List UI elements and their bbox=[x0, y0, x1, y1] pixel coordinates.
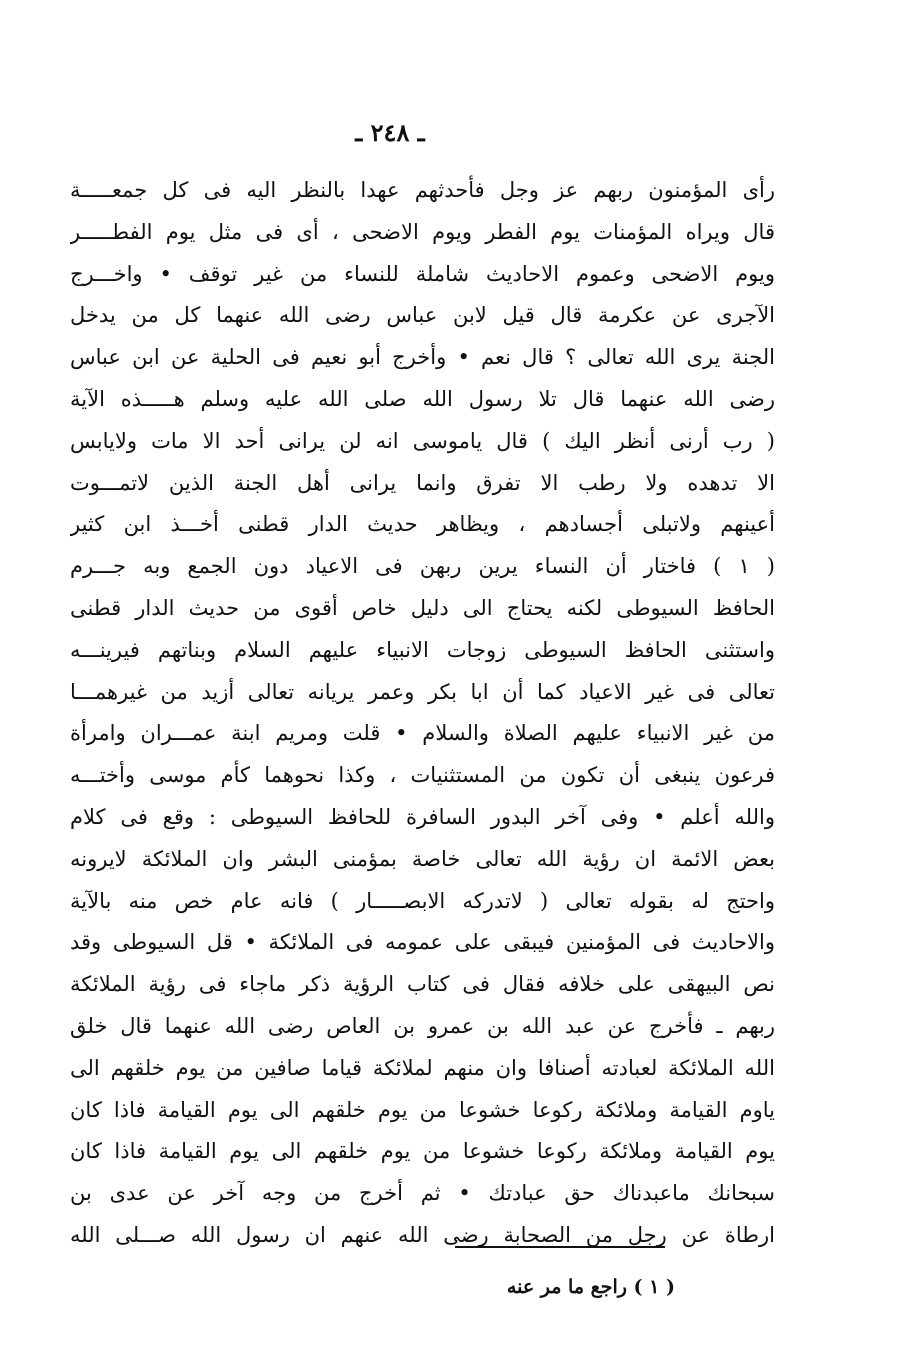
text-line: ( ١ ) فاختار أن النساء يرين ربهن فى الاعياد دون الجمع وبه جـــرم bbox=[70, 554, 775, 579]
text-line: تعالى فى غير الاعياد كما أن ابا بكر وعمر يريانه تعالى أزيد من غيرهمـــا bbox=[70, 679, 775, 704]
text-line: من غير الانبياء عليهم الصلاة والسلام • قلت ومريم ابنة عمـــران وامرأة bbox=[70, 721, 775, 746]
text-line: الله الملائكة لعبادته أصنافا وان منهم لملائكة قياما صافين من يوم خلقهم الى bbox=[70, 1055, 775, 1080]
text-line: والله أعلم • وفى آخر البدور السافرة للحافظ السيوطى : وقع فى كلام bbox=[70, 804, 775, 829]
text-line: الجنة يرى الله تعالى ؟ قال نعم • وأخرج أبو نعيم فى الحلية عن ابن عباس bbox=[70, 345, 775, 370]
body-text bbox=[70, 170, 775, 1257]
text-line: الحافظ السيوطى لكنه يحتاج الى دليل خاص أقوى من حديث الدار قطنى bbox=[70, 595, 775, 620]
text-line: بعض الائمة ان رؤية الله تعالى خاصة بمؤمنى البشر وان الملائكة لايرونه bbox=[70, 846, 775, 871]
footnote-divider bbox=[455, 1246, 665, 1248]
footnote: ( ١ ) راجع ما مر عنه bbox=[506, 1276, 675, 1298]
text-line: الا تدهده ولا رطب الا تفرق وانما يرانى أهل الجنة الذين لاتمـــوت bbox=[70, 470, 775, 495]
text-line: يوم القيامة وملائكة ركوعا خشوعا من يوم خلقهم الى يوم القيامة فاذا كان bbox=[70, 1139, 775, 1164]
text-line: ارطاة عن رجل من الصحابة رضى الله عنهم ان رسول الله صـــلى الله bbox=[70, 1222, 775, 1247]
text-line: سبحانك ماعبدناك حق عبادتك • ثم أخرج من وجه آخر عن عدى بن bbox=[70, 1181, 775, 1206]
text-line: والاحاديث فى المؤمنين فيبقى على عمومه فى الملائكة • قل السيوطى وقد bbox=[70, 930, 775, 955]
text-line: فرعون ينبغى أن تكون من المستثنيات ، وكذا نحوهما كأم موسى وأختـــه bbox=[70, 763, 775, 788]
text-line: رضى الله عنهما قال تلا رسول الله صلى الله عليه وسلم هـــــذه الآية bbox=[70, 386, 775, 411]
text-line: واستثنى الحافظ السيوطى زوجات الانبياء عليهم السلام وبناتهم فيرينـــه bbox=[70, 637, 775, 662]
text-line: رأى المؤمنون ربهم عز وجل فأحدثهم عهدا بالنظر اليه فى كل جمعـــــة bbox=[70, 178, 775, 202]
text-line: ( رب أرنى أنظر اليك ) قال ياموسى انه لن يرانى أحد الا مات ولايابس bbox=[70, 428, 775, 453]
text-line: واحتج له بقوله تعالى ( لاتدركه الابصـــــار ) فانه عام خص منه بالآية bbox=[70, 888, 775, 913]
text-line: قال ويراه المؤمنات يوم الفطر ويوم الاضحى ، أى فى مثل يوم الفطـــــر bbox=[70, 219, 775, 244]
text-line: ياوم القيامة وملائكة ركوعا خشوعا من يوم خلقهم الى يوم القيامة فاذا كان bbox=[70, 1097, 775, 1122]
page-number: ـ ٢٤٨ ـ bbox=[355, 118, 425, 147]
text-line: نص البيهقى على خلافه فقال فى كتاب الرؤية ذكر ماجاء فى رؤية الملائكة bbox=[70, 972, 775, 997]
text-line: ويوم الاضحى وعموم الاحاديث شاملة للنساء من غير توقف • واخـــرج bbox=[70, 261, 775, 286]
text-line: أعينهم ولاتبلى أجسادهم ، ويظاهر حديث الدار قطنى أخـــذ ابن كثير bbox=[70, 512, 775, 537]
text-line: الآجرى عن عكرمة قال قيل لابن عباس رضى الله عنهما كل من يدخل bbox=[70, 303, 775, 328]
text-line: ربهم ـ فأخرج عن عبد الله بن عمرو بن العاص رضى الله عنهما قال خلق bbox=[70, 1013, 775, 1038]
